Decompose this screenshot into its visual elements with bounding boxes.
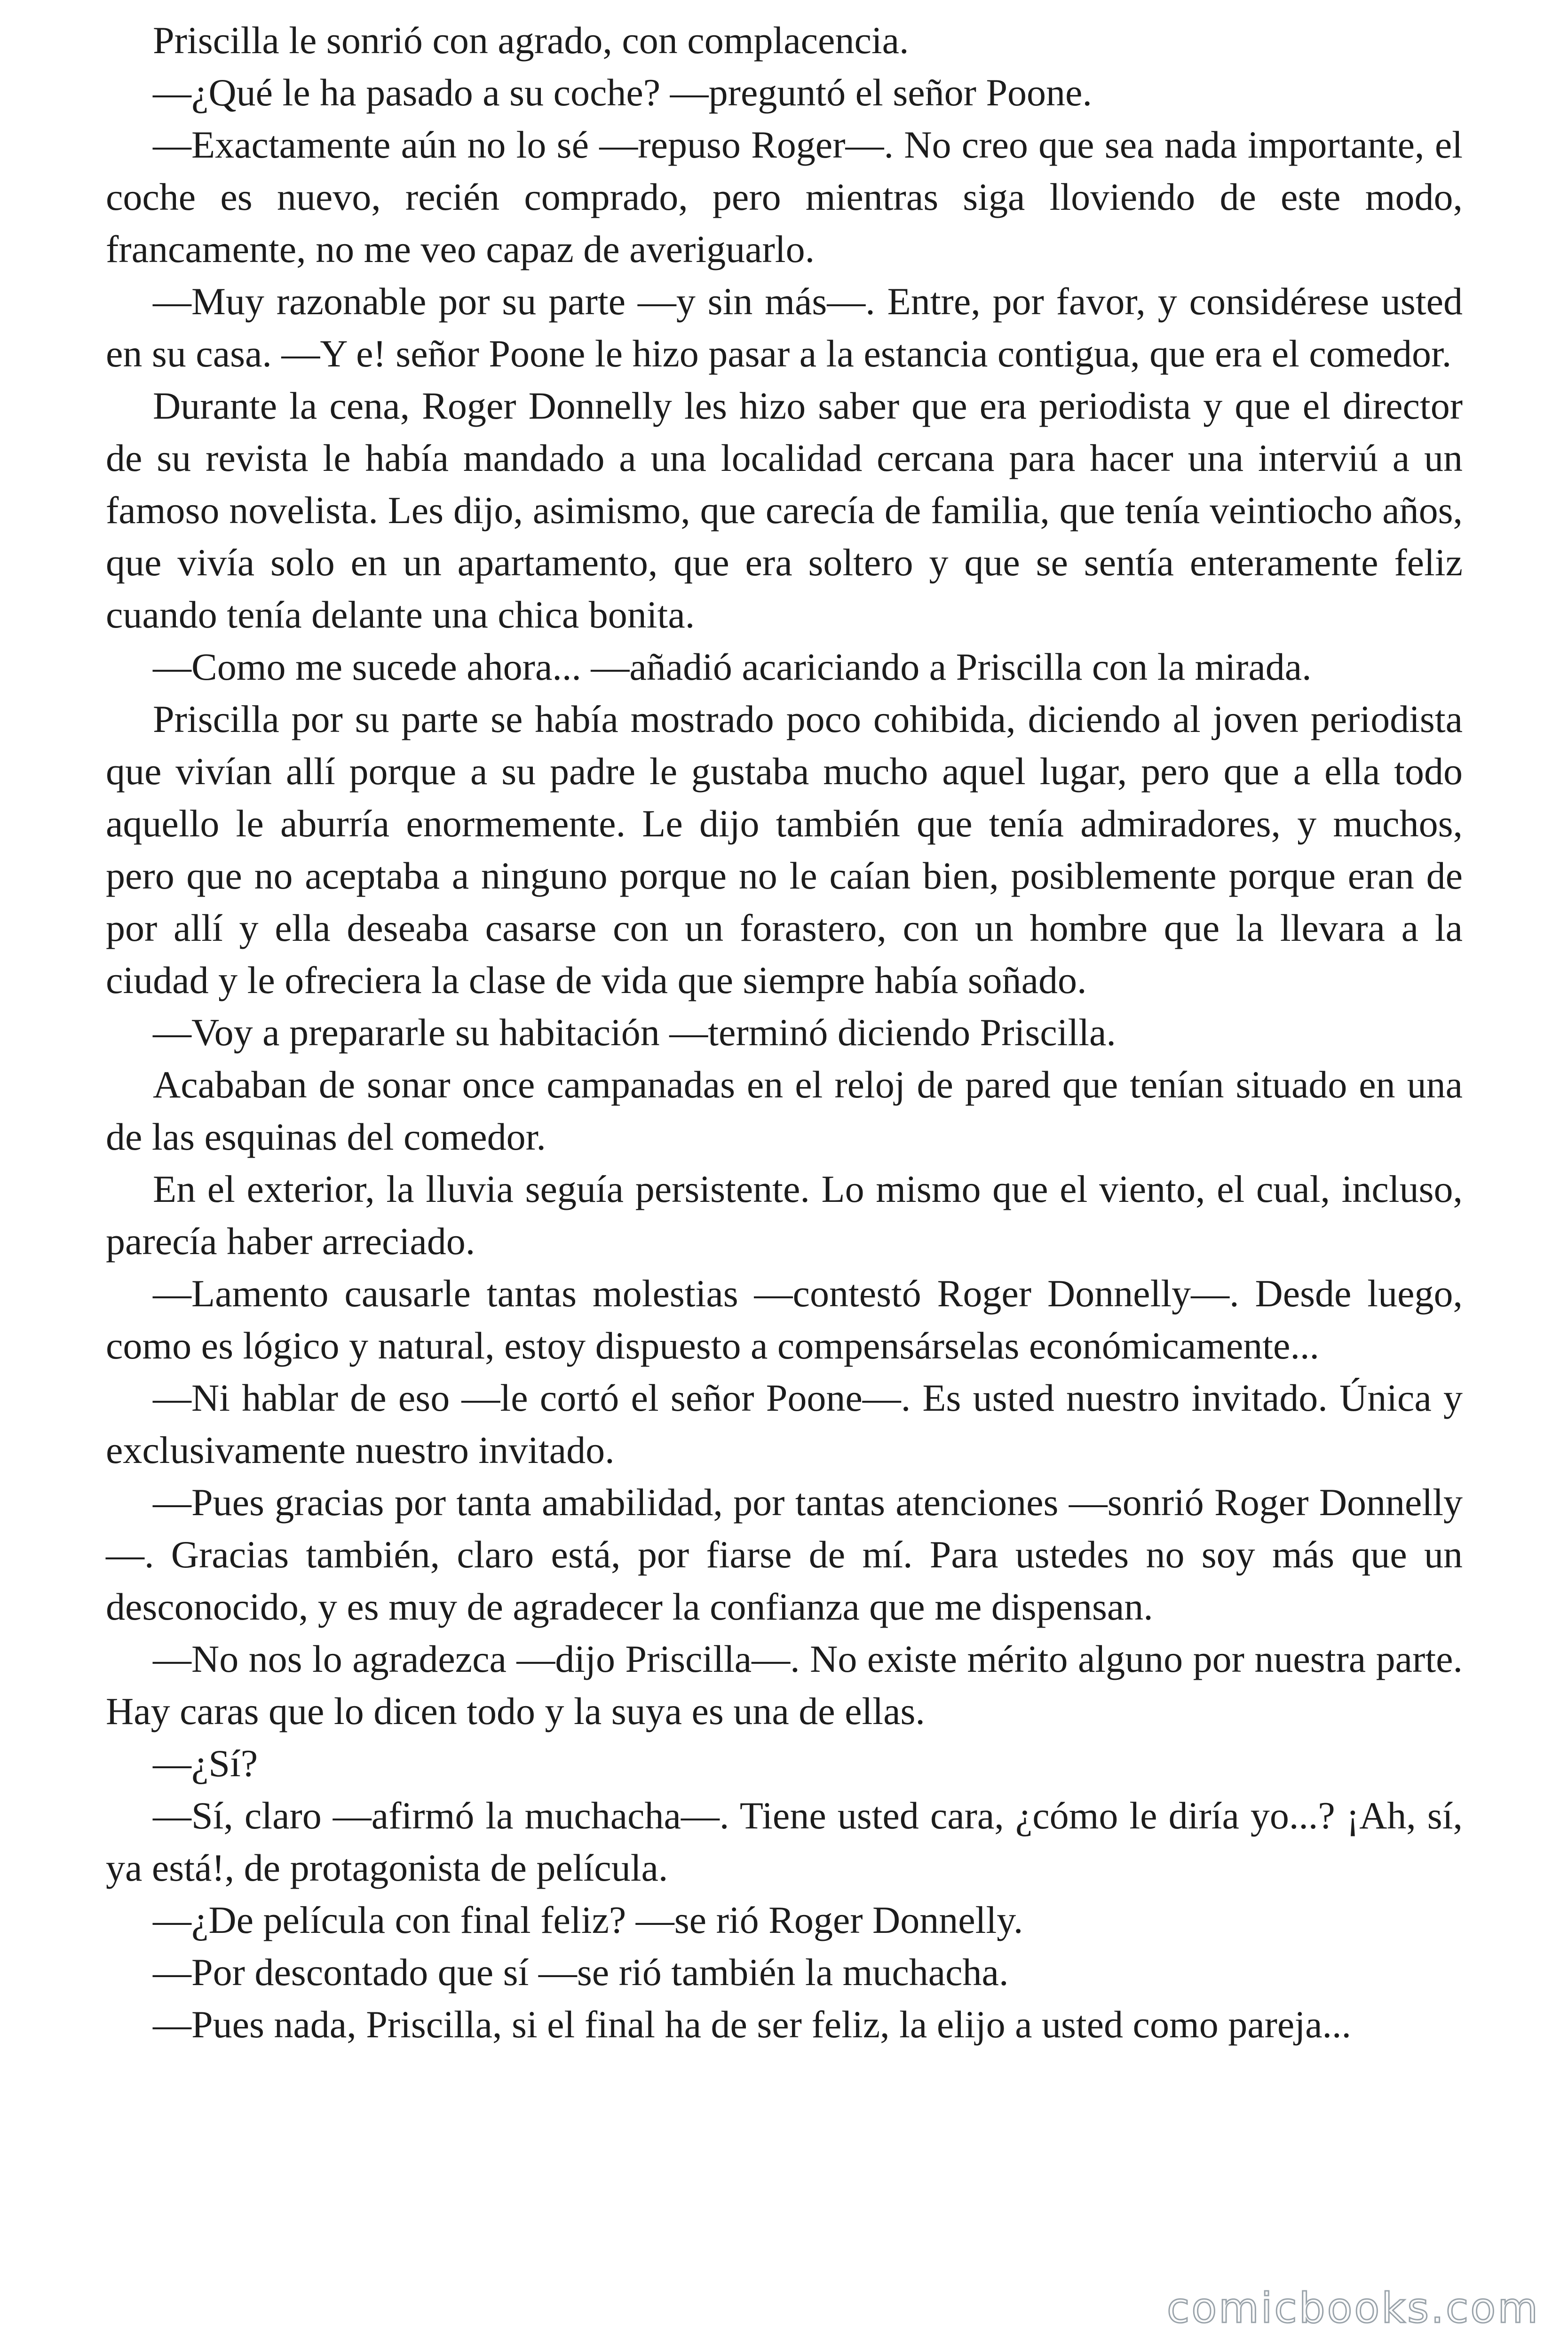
paragraph: —¿De película con final feliz? —se rió Roger Donnelly. <box>153 1899 1023 1941</box>
paragraph: —¿Qué le ha pasado a su coche? —preguntó el señor Poone. <box>153 71 1092 114</box>
paragraph: —Pues nada, Priscilla, si el final ha de ser feliz, la elijo a usted como pareja... <box>153 2003 1352 2046</box>
paragraph: —Como me sucede ahora... —añadió acariciando a Priscilla con la mirada. <box>153 645 1312 688</box>
paragraph: En el exterior, la lluvia seguía persistente. Lo mismo que el viento, el cual, incluso, parecía haber arreciado. <box>106 1168 1463 1263</box>
paragraph: —Exactamente aún no lo sé —repuso Roger—. No creo que sea nada importante, el coche es nuevo, recién comprado, pero mientras siga lloviendo de este modo, francamente, no me veo capaz de averiguarlo. <box>106 123 1463 270</box>
document-page <box>106 14 1463 2050</box>
paragraph: Priscilla le sonrió con agrado, con complacencia. <box>153 19 909 62</box>
paragraph: —No nos lo agradezca —dijo Priscilla—. No existe mérito alguno por nuestra parte. Hay caras que lo dicen todo y la suya es una de ellas. <box>106 1637 1463 1732</box>
paragraph: —Lamento causarle tantas molestias —contestó Roger Donnelly—. Desde luego, como es lógico y natural, estoy dispuesto a compensárselas económicamente... <box>106 1272 1463 1367</box>
paragraph: —Por descontado que sí —se rió también la muchacha. <box>153 1951 1009 1994</box>
paragraph: —¿Sí? <box>153 1742 258 1785</box>
paragraph: —Voy a prepararle su habitación —terminó diciendo Priscilla. <box>153 1011 1116 1054</box>
watermark: comicbooks.com <box>1166 2284 1540 2332</box>
paragraph: Acababan de sonar once campanadas en el reloj de pared que tenían situado en una de las esquinas del comedor. <box>106 1063 1463 1158</box>
paragraph: Durante la cena, Roger Donnelly les hizo saber que era periodista y que el director de su revista le había mandado a una localidad cercana para hacer una interviú a un famoso novelista. Les dijo, asimismo, que carecía de familia, que tenía veintiocho años, que vivía solo en un apartamento, que era soltero y que se sentía enteramente feliz cuando tenía delante una chica bonita. <box>106 384 1463 636</box>
paragraph: —Muy razonable por su parte —y sin más—. Entre, por favor, y considérese usted en su casa. —Y e! señor Poone le hizo pasar a la estancia contigua, que era el comedor. <box>106 280 1463 375</box>
paragraph: —Ni hablar de eso —le cortó el señor Poone—. Es usted nuestro invitado. Única y exclusivamente nuestro invitado. <box>106 1376 1463 1471</box>
paragraph: —Sí, claro —afirmó la muchacha—. Tiene usted cara, ¿cómo le diría yo...? ¡Ah, sí, ya está!, de protagonista de película. <box>106 1794 1463 1889</box>
paragraph: Priscilla por su parte se había mostrado poco cohibida, diciendo al joven periodista que vivían allí porque a su padre le gustaba mucho aquel lugar, pero que a ella todo aquello le aburría enormemente. Le dijo también que tenía admiradores, y muchos, pero que no aceptaba a ninguno porque no le caían bien, posiblemente porque eran de por allí y ella deseaba casarse con un forastero, con un hombre que la llevara a la ciudad y le ofreciera la clase de vida que siempre había soñado. <box>106 698 1463 1001</box>
paragraph: —Pues gracias por tanta amabilidad, por tantas atenciones —sonrió Roger Donnelly—. Gracias también, claro está, por fiarse de mí. Para ustedes no soy más que un desconocido, y es muy de agradecer la confianza que me dispensan. <box>106 1481 1463 1628</box>
